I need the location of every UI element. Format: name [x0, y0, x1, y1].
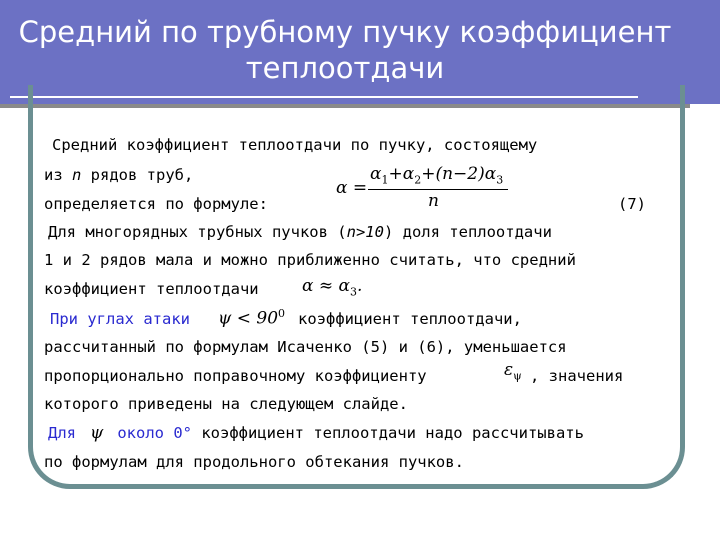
formula-numerator: $\alpha_1+\alpha_2+(n-2)\alpha_3$ [370, 164, 504, 187]
text-l4n: n>10 [346, 223, 384, 241]
text-line-7b: коэффициент теплоотдачи, [298, 310, 522, 328]
text-l4a: Для многорядных трубных пучков ( [48, 223, 347, 241]
text-line-9b: , значения [530, 367, 624, 385]
text-l4b: ) доля теплоотдачи [383, 223, 552, 241]
title-line-1: Средний по трубному пучку коэффициент [18, 15, 672, 49]
formula-approx: $\alpha \approx \alpha_3$. [302, 276, 363, 299]
text-l11a: Для [48, 424, 76, 442]
text-line-12: по формулам для продольного обтекания пучков. [44, 453, 464, 471]
text-line-8: рассчитанный по формулам Исаченко (5) и (6), уменьшается [44, 338, 567, 356]
text-l11b: около 0° [117, 424, 192, 442]
text-l2a: из [44, 166, 72, 184]
text-l2n: n [72, 166, 82, 184]
formula-alpha-eq: α = [336, 178, 368, 198]
text-l11c: коэффициент теплоотдачи надо рассчитывать [192, 424, 584, 442]
formula-psi: ψ [90, 423, 104, 443]
text-l2b: рядов труб, [81, 166, 194, 184]
slide-title [0, 14, 690, 86]
formula-denominator: n [428, 191, 439, 211]
text-line-7a: При углах атаки [50, 310, 190, 328]
text-line-1: Средний коэффициент теплоотдачи по пучку, состоящему [52, 136, 538, 154]
text-line-5: 1 и 2 рядов мала и можно приближенно считать, что средний [44, 251, 576, 269]
text-line-3: определяется по формуле: [44, 195, 268, 213]
text-line-10: которого приведены на следующем слайде. [44, 395, 408, 413]
formula-angle: $\psi < 90^0$ [218, 307, 286, 329]
text-line-4 [48, 222, 552, 242]
title-line-2: теплоотдачи [245, 51, 445, 85]
text-line-2 [44, 165, 193, 185]
formula-eps: $\varepsilon_\psi$ [504, 360, 522, 383]
text-line-11 [48, 423, 584, 443]
text-line-9a: пропорционально поправочному коэффициенту [44, 367, 427, 385]
fraction-bar [368, 189, 508, 190]
text-line-6: коэффициент теплоотдачи [44, 280, 259, 298]
equation-number: (7) [618, 195, 646, 213]
